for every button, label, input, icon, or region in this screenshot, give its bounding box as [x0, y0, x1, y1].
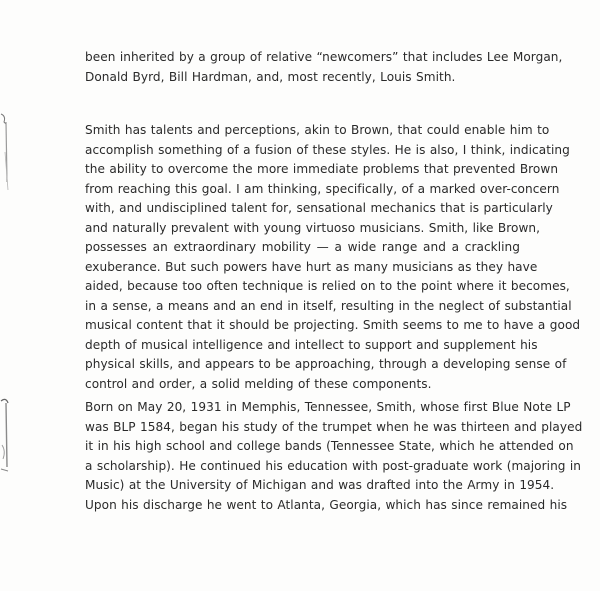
text-line: in a sense, a means and an end in itself, resulting in the neglect of substantial: [85, 298, 572, 313]
text-line: from reaching this goal. I am thinking, specifically, of a marked over-concern: [85, 181, 560, 196]
text-line: Smith has talents and perceptions, akin to Brown, that could enable him to: [85, 123, 550, 137]
text-line: Donald Byrd, Bill Hardman, and, most recently, Louis Smith.: [85, 69, 456, 84]
paragraph-1: [85, 48, 563, 87]
text-line: and naturally prevalent with young virtuoso musicians. Smith, like Brown,: [85, 220, 540, 235]
text-line: exuberance. But such powers have hurt as many musicians as they have: [85, 259, 538, 274]
text-line: Music) at the University of Michigan and was drafted into the Army in 1954.: [85, 478, 555, 492]
text-line: with, and undisciplined talent for, sensational mechanics that is particularly: [85, 201, 553, 215]
text-line: musical content that it should be projecting. Smith seems to me to have a good: [85, 318, 581, 332]
binding-mark-bottom: [0, 395, 14, 475]
text-line: Born on May 20, 1931 in Memphis, Tennessee, Smith, whose first Blue Note LP: [85, 400, 571, 414]
text-line: Upon his discharge he went to Atlanta, Georgia, which has since remained his: [85, 497, 568, 512]
text-line: control and order, a solid melding of these components.: [85, 376, 432, 391]
paragraph-3: [85, 398, 583, 515]
text-line: the ability to overcome the more immediate problems that prevented Brown: [85, 162, 559, 176]
text-line: been inherited by a group of relative “newcomers” that includes Lee Morgan,: [85, 50, 563, 64]
text-line: depth of musical intelligence and intellect to support and supplement his: [85, 337, 538, 352]
text-line: possesses an extraordinary mobility — a wide range and a crackling: [85, 240, 520, 254]
text-line: it in his high school and college bands (Tennessee State, which he attended on: [85, 439, 574, 453]
text-line: was BLP 1584, began his study of the trumpet when he was thirteen and played: [85, 419, 583, 434]
paragraph-2: [85, 121, 581, 394]
binding-mark-top: [0, 112, 14, 192]
text-line: a scholarship). He continued his education with post-graduate work (majoring in: [85, 458, 582, 473]
text-line: physical skills, and appears to be approaching, through a developing sense of: [85, 357, 567, 371]
text-line: accomplish something of a fusion of these styles. He is also, I think, indicating: [85, 142, 570, 157]
text-line: aided, because too often technique is relied on to the point where it becomes,: [85, 279, 570, 293]
